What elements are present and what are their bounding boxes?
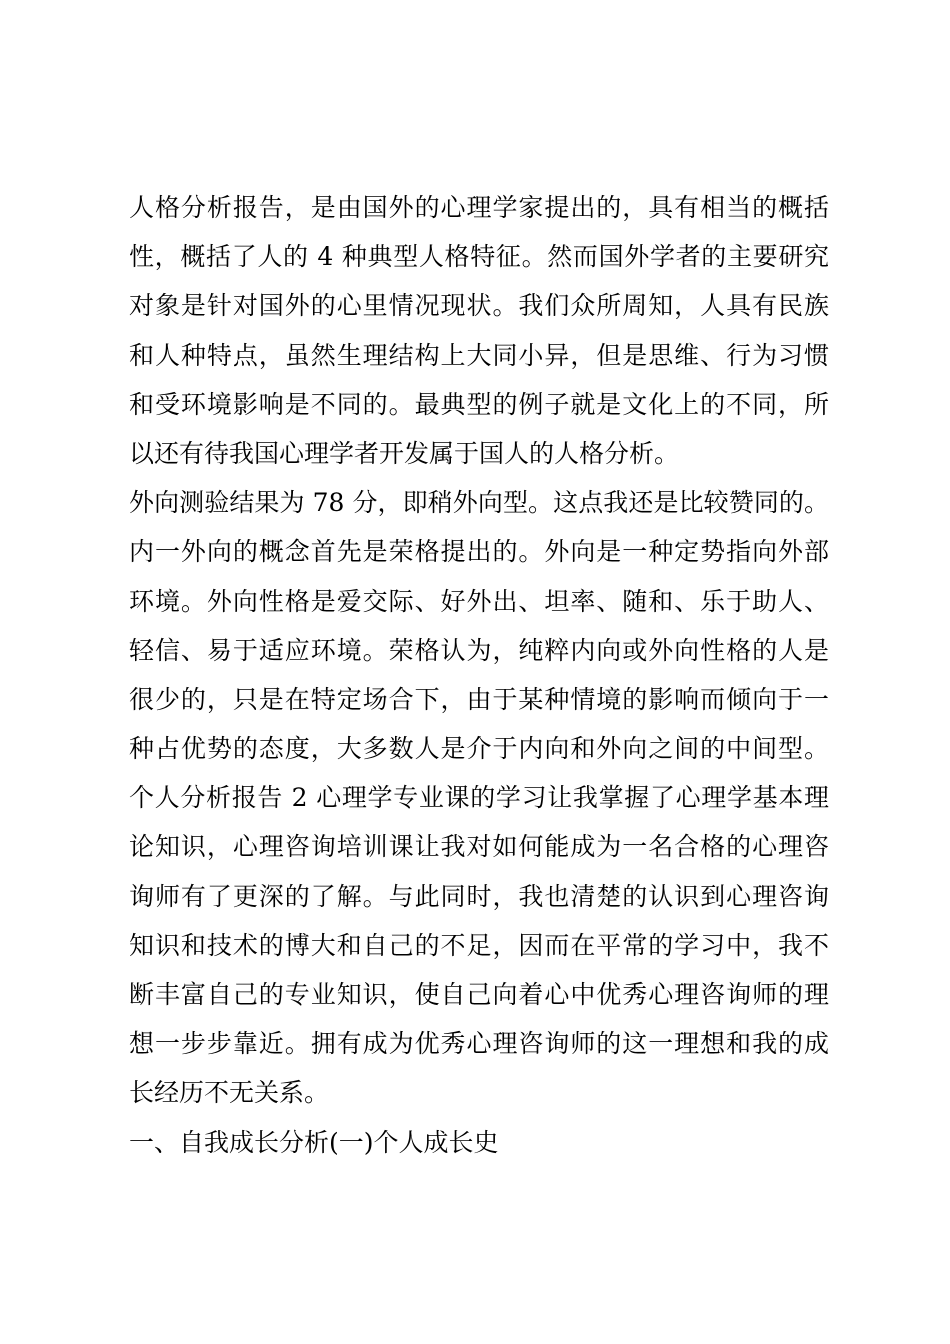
paragraph-line: 想一步步靠近。拥有成为优秀心理咨询师的这一理想和我的成 bbox=[129, 1029, 829, 1059]
section-heading-text: 一、自我成长分析(一)个人成长史 bbox=[129, 1127, 499, 1157]
paragraph-line: 很少的，只是在特定场合下，由于某种情境的影响而倾向于一 bbox=[129, 684, 829, 714]
document-body bbox=[129, 183, 829, 1167]
paragraph-extraversion-result bbox=[129, 478, 829, 773]
paragraph-line: 对象是针对国外的心里情况现状。我们众所周知，人具有民族 bbox=[129, 291, 829, 321]
paragraph-line: 和人种特点，虽然生理结构上大同小异，但是思维、行为习惯 bbox=[129, 340, 829, 370]
paragraph-line: 个人分析报告 2 心理学专业课的学习让我掌握了心理学基本理 bbox=[129, 783, 829, 813]
paragraph-line: 长经历不无关系。 bbox=[129, 1078, 330, 1108]
paragraph-line: 论知识，心理咨询培训课让我对如何能成为一名合格的心理咨 bbox=[129, 832, 829, 862]
paragraph-line: 知识和技术的博大和自己的不足，因而在平常的学习中，我不 bbox=[129, 930, 829, 960]
paragraph-line: 以还有待我国心理学者开发属于国人的人格分析。 bbox=[129, 438, 680, 468]
paragraph-line: 轻信、易于适应环境。荣格认为，纯粹内向或外向性格的人是 bbox=[129, 635, 829, 665]
paragraph-line: 外向测验结果为 78 分，即稍外向型。这点我还是比较赞同的。 bbox=[129, 488, 829, 518]
paragraph-line: 询师有了更深的了解。与此同时，我也清楚的认识到心理咨询 bbox=[129, 881, 829, 911]
paragraph-line: 人格分析报告，是由国外的心理学家提出的，具有相当的概括 bbox=[129, 193, 829, 222]
paragraph-line: 内一外向的概念首先是荣格提出的。外向是一种定势指向外部 bbox=[129, 537, 829, 567]
paragraph-line: 性，概括了人的 4 种典型人格特征。然而国外学者的主要研究 bbox=[129, 242, 829, 272]
paragraph-line: 断丰富自己的专业知识，使自己向着心中优秀心理咨询师的理 bbox=[129, 980, 829, 1009]
paragraph-line: 环境。外向性格是爱交际、好外出、坦率、随和、乐于助人、 bbox=[129, 586, 829, 616]
paragraph-line: 种占优势的态度，大多数人是介于内向和外向之间的中间型。 bbox=[129, 734, 829, 764]
paragraph-line: 和受环境影响是不同的。最典型的例子就是文化上的不同，所 bbox=[129, 389, 829, 419]
paragraph-personality-report bbox=[129, 183, 829, 478]
paragraph-personal-analysis bbox=[129, 773, 829, 1117]
section-heading bbox=[129, 1118, 829, 1167]
